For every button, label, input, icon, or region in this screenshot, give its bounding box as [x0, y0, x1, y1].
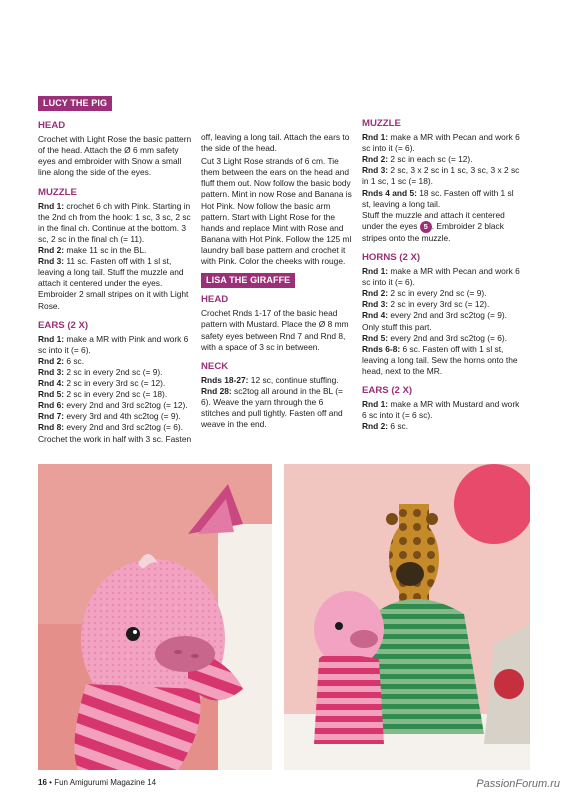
round-text: Rnd 28: sc2tog all around in the BL (= 6). Weave the yarn through the 6 stitches and pull tightly. Fasten off and weave in the end.	[201, 385, 343, 430]
head-text: Crochet Rnds 1-17 of the basic head pattern with Mustard. Place the Ø 8 mm safety eyes between Rnd 7 and Rnd 8, with a space of 3 sc in between.	[201, 308, 349, 352]
footer-bullet: •	[49, 778, 52, 787]
section-title-lisa: LISA THE GIRAFFE	[201, 273, 295, 288]
round-text: Rnd 2: 6 sc.	[362, 421, 409, 432]
heading-head: HEAD	[38, 120, 66, 132]
round-text: Rnd 6: every 2nd and 3rd sc2tog (= 12).	[38, 400, 188, 411]
column-right	[362, 118, 522, 432]
round-text: Rnd 4: every 2nd and 3rd sc2tog (= 9). Only stuff this part.	[362, 310, 508, 332]
round-text: Rnds 4 and 5: 18 sc. Fasten off with 1 sl st, leaving a long tail.	[362, 187, 514, 209]
round-text: Rnd 1: make a MR with Pecan and work 6 sc into it (= 6).	[362, 266, 520, 288]
section-title-lucy: LUCY THE PIG	[38, 96, 112, 111]
continued-text: Cut 3 Light Rose strands of 6 cm. Tie them between the ears on the head and fluff them out. Now follow the basic body pattern. Mint in now Rose and Banana is Hot Pink. Now follow the basic arm pattern. Start with Light Rose for the hands and replace Mint with Rose and Banana with Hot Pink. Follow the 125 ml laundry ball base pattern and crochet it with Pink. Color the cheeks with rouge.	[201, 156, 352, 267]
magazine-title: Fun Amigurumi Magazine 14	[54, 778, 157, 787]
round-text: Rnd 1: crochet 6 ch with Pink. Starting in the 2nd ch from the hook: 1 sc, 3 sc, 2 sc in the final ch. Continue at the bottom. 3 sc, 2 sc in the final ch (= 11).	[38, 200, 191, 244]
round-text: Rnd 8: every 2nd and 3rd sc2tog (= 6).	[38, 422, 184, 433]
heading-ears: EARS (2 X)	[38, 319, 89, 331]
head-text: Crochet with Light Rose the basic pattern of the head. Attach the Ø 6 mm safety eyes and embroider with Snow a small line along the side of the eyes.	[38, 134, 192, 178]
round-text: Rnd 1: make a MR with Mustard and work 6 sc into it (= 6 sc).	[362, 399, 520, 421]
round-text: Rnd 2: 2 sc in every 2nd sc (= 9).	[362, 288, 487, 299]
pig-illustration	[38, 464, 272, 770]
photo-pig	[38, 464, 272, 770]
continued-text: off, leaving a long tail. Attach the ears to the side of the head.	[201, 132, 350, 154]
attach-text: Stuff the muzzle and attach it centered under the eyes 5 . Embroider 2 black stripes onto the muzzle.	[362, 209, 505, 243]
heading-head: HEAD	[201, 294, 229, 306]
round-text: Rnd 3: 11 sc. Fasten off with 1 sl st, leaving a long tail. Stuff the muzzle and attach it centered under the eyes. Embroider 2 small stripes on it with Light Rose.	[38, 256, 189, 311]
round-text: Rnd 5: 2 sc in every 2nd sc (= 18).	[38, 389, 168, 400]
ears-end-text: Crochet the work in half with 3 sc. Fasten	[38, 433, 192, 444]
round-text: Rnd 1: make a MR with Pecan and work 6 sc into it (= 6).	[362, 132, 520, 154]
round-text: Rnd 7: every 3rd and 4th sc2tog (= 9).	[38, 411, 181, 422]
round-text: Rnd 2: 2 sc in each sc (= 12).	[362, 154, 473, 165]
pig-giraffe-illustration	[284, 464, 530, 770]
heading-horns: HORNS (2 X)	[362, 251, 421, 263]
heading-ears: EARS (2 X)	[362, 384, 413, 396]
round-text: Rnd 3: 2 sc, 3 x 2 sc in 1 sc, 3 sc, 3 x 2 sc in 1 sc, 1 sc (= 18).	[362, 165, 520, 187]
heading-muzzle: MUZZLE	[38, 186, 77, 198]
round-text: Rnds 18-27: 12 sc, continue stuffing.	[201, 374, 339, 385]
heading-neck: NECK	[201, 360, 229, 372]
column-left	[38, 96, 196, 445]
heading-muzzle: MUZZLE	[362, 118, 401, 129]
round-text: Rnd 3: 2 sc in every 2nd sc (= 9).	[38, 366, 163, 377]
photo-pig-and-giraffe	[284, 464, 530, 770]
page-number: 16	[38, 778, 47, 787]
round-text: Rnds 6-8: 6 sc. Fasten off with 1 sl st, leaving a long tail. Sew the horns onto the head, next to the MR.	[362, 343, 518, 376]
round-text: Rnd 5: every 2nd and 3rd sc2tog (= 6).	[362, 332, 508, 343]
round-text: Rnd 4: 2 sc in every 3rd sc (= 12).	[38, 378, 166, 389]
round-text: Rnd 2: 6 sc.	[38, 355, 85, 366]
watermark: PassionForum.ru	[476, 778, 560, 790]
page-footer	[38, 778, 156, 787]
column-middle	[201, 132, 353, 430]
round-text: Rnd 1: make a MR with Pink and work 6 sc into it (= 6).	[38, 333, 189, 355]
round-text: Rnd 3: 2 sc in every 3rd sc (= 12).	[362, 299, 490, 310]
step-number-badge: 5	[420, 221, 432, 233]
round-text: Rnd 2: make 11 sc in the BL.	[38, 245, 147, 256]
